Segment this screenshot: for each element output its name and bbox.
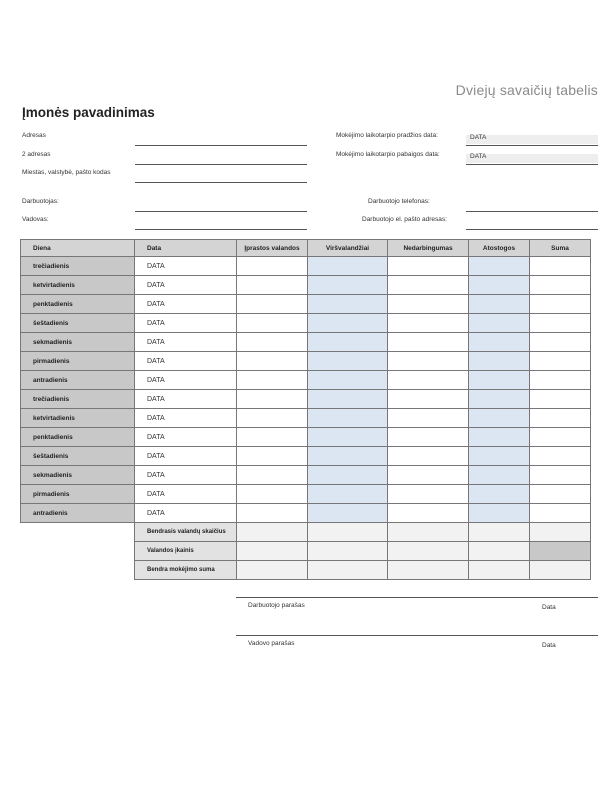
overtime-cell[interactable] [308,428,388,447]
table-row [21,333,591,352]
total-cell[interactable] [530,352,591,371]
date-cell[interactable]: DATA [135,352,237,371]
total-cell[interactable] [530,295,591,314]
overtime-cell[interactable] [308,257,388,276]
employee-email-label: Darbuotojo el. pašto adresas: [362,216,447,223]
day-cell: ketvirtadienis [21,276,135,295]
period-start-field[interactable] [336,132,598,146]
table-row [21,314,591,333]
table-header-row [21,240,591,257]
overtime-cell[interactable] [308,466,388,485]
overtime-cell[interactable] [308,371,388,390]
vacation-cell[interactable] [469,314,530,333]
vacation-cell[interactable] [469,428,530,447]
totals-label: Bendrasis valandų skaičius [135,523,237,542]
total-cell[interactable] [530,257,591,276]
day-cell: sekmadienis [21,466,135,485]
regular-hours-cell[interactable] [237,371,308,390]
totals-label: Valandos įkainis [135,542,237,561]
day-cell: šeštadienis [21,314,135,333]
overtime-cell[interactable] [308,447,388,466]
table-row [21,428,591,447]
vacation-cell[interactable] [469,333,530,352]
totals-value-cell[interactable] [469,542,530,561]
vacation-cell[interactable] [469,295,530,314]
vacation-cell[interactable] [469,447,530,466]
regular-hours-cell[interactable] [237,390,308,409]
totals-value-cell[interactable] [237,561,308,580]
overtime-cell[interactable] [308,390,388,409]
period-start-label: Mokėjimo laikotarpio pradžios data: [336,132,438,139]
employee-email-line [466,229,598,230]
regular-hours-cell[interactable] [237,257,308,276]
hourly-rate-row [21,542,591,561]
day-cell: sekmadienis [21,333,135,352]
sick-leave-cell[interactable] [388,333,469,352]
date-cell[interactable]: DATA [135,409,237,428]
total-cell[interactable] [530,504,591,523]
blank-cell [21,561,135,580]
vacation-cell[interactable] [469,485,530,504]
regular-hours-cell[interactable] [237,314,308,333]
address2-field[interactable] [22,151,307,165]
table-row [21,409,591,428]
manager-field[interactable] [22,216,307,230]
overtime-cell[interactable] [308,352,388,371]
employee-label: Darbuotojas: [22,198,59,205]
total-cell[interactable] [530,409,591,428]
totals-value-cell[interactable] [388,523,469,542]
address-label: Adresas [22,132,46,139]
overtime-cell[interactable] [308,409,388,428]
date-cell[interactable]: DATA [135,390,237,409]
day-cell: šeštadienis [21,447,135,466]
blank-cell [21,542,135,561]
day-cell: antradienis [21,504,135,523]
manager-signature-line[interactable] [236,635,598,656]
totals-value-cell[interactable] [237,523,308,542]
city-label: Miestas, valstybė, pašto kodas [22,169,111,176]
date-cell[interactable]: DATA [135,257,237,276]
totals-value-cell[interactable] [388,542,469,561]
overtime-cell[interactable] [308,333,388,352]
employee-field[interactable] [22,198,307,212]
total-cell[interactable] [530,333,591,352]
total-cell[interactable] [530,276,591,295]
period-start-value: DATA [470,134,487,141]
day-cell: penktadienis [21,428,135,447]
sick-leave-cell[interactable] [388,390,469,409]
day-cell: trečiadienis [21,257,135,276]
address2-label: 2 adresas [22,151,51,158]
table-row [21,352,591,371]
address2-line [135,164,307,165]
totals-value-cell[interactable] [530,542,591,561]
timesheet-table [20,239,591,580]
sick-leave-cell[interactable] [388,504,469,523]
header-sick-leave: Nedarbingumas [388,240,469,257]
period-end-field[interactable] [336,151,598,165]
period-start-line [466,145,598,146]
period-end-value: DATA [470,153,487,160]
city-field[interactable] [22,169,307,183]
overtime-cell[interactable] [308,314,388,333]
date-cell[interactable]: DATA [135,466,237,485]
vacation-cell[interactable] [469,504,530,523]
vacation-cell[interactable] [469,466,530,485]
total-cell[interactable] [530,485,591,504]
table-row [21,295,591,314]
regular-hours-cell[interactable] [237,447,308,466]
header-total: Suma [530,240,591,257]
sick-leave-cell[interactable] [388,314,469,333]
sick-leave-cell[interactable] [388,371,469,390]
header-vacation: Atostogos [469,240,530,257]
table-row [21,257,591,276]
day-cell: penktadienis [21,295,135,314]
date-cell[interactable]: DATA [135,371,237,390]
regular-hours-cell[interactable] [237,295,308,314]
employee-phone-field[interactable] [368,198,598,212]
regular-hours-cell[interactable] [237,409,308,428]
sick-leave-cell[interactable] [388,257,469,276]
day-cell: ketvirtadienis [21,409,135,428]
manager-signature-label: Vadovo parašas [248,640,295,647]
manager-signature-date-label: Data [542,642,556,649]
header-day: Diena [21,240,135,257]
city-line [135,182,307,183]
date-cell[interactable]: DATA [135,333,237,352]
date-cell[interactable]: DATA [135,504,237,523]
overtime-cell[interactable] [308,504,388,523]
regular-hours-cell[interactable] [237,466,308,485]
date-cell[interactable]: DATA [135,428,237,447]
overtime-cell[interactable] [308,295,388,314]
header-date: Data [135,240,237,257]
overtime-cell[interactable] [308,485,388,504]
employee-email-field[interactable] [362,216,598,230]
date-cell[interactable]: DATA [135,314,237,333]
regular-hours-cell[interactable] [237,504,308,523]
totals-label: Bendra mokėjimo suma [135,561,237,580]
regular-hours-cell[interactable] [237,352,308,371]
vacation-cell[interactable] [469,371,530,390]
table-row [21,371,591,390]
totals-value-cell[interactable] [308,561,388,580]
employee-phone-line [466,211,598,212]
totals-value-cell[interactable] [388,561,469,580]
table-row [21,390,591,409]
vacation-cell[interactable] [469,352,530,371]
totals-value-cell[interactable] [308,542,388,561]
date-cell[interactable]: DATA [135,447,237,466]
header-overtime: Viršvalandžiai [308,240,388,257]
blank-cell [21,523,135,542]
totals-value-cell[interactable] [530,561,591,580]
vacation-cell[interactable] [469,409,530,428]
total-hours-row [21,523,591,542]
total-cell[interactable] [530,390,591,409]
manager-line [135,229,307,230]
employee-signature-line[interactable] [236,597,598,618]
vacation-cell[interactable] [469,276,530,295]
table-row [21,276,591,295]
day-cell: antradienis [21,371,135,390]
totals-value-cell[interactable] [530,523,591,542]
day-cell: pirmadienis [21,485,135,504]
period-end-label: Mokėjimo laikotarpio pabaigos data: [336,151,440,158]
table-row [21,447,591,466]
sick-leave-cell[interactable] [388,485,469,504]
totals-value-cell[interactable] [469,561,530,580]
regular-hours-cell[interactable] [237,333,308,352]
table-row [21,485,591,504]
period-end-line [466,164,598,165]
table-row [21,466,591,485]
date-cell[interactable]: DATA [135,485,237,504]
totals-value-cell[interactable] [469,523,530,542]
manager-label: Vadovas: [22,216,49,223]
company-name: Įmonės pavadinimas [22,105,155,120]
totals-value-cell[interactable] [308,523,388,542]
employee-signature-date-label: Data [542,604,556,611]
address-field[interactable] [22,132,307,146]
header-regular-hours: Įprastos valandos [237,240,308,257]
total-cell[interactable] [530,466,591,485]
regular-hours-cell[interactable] [237,276,308,295]
sick-leave-cell[interactable] [388,276,469,295]
total-pay-row [21,561,591,580]
vacation-cell[interactable] [469,390,530,409]
employee-signature-label: Darbuotojo parašas [248,602,305,609]
table-row [21,504,591,523]
sick-leave-cell[interactable] [388,409,469,428]
total-cell[interactable] [530,428,591,447]
sick-leave-cell[interactable] [388,466,469,485]
vacation-cell[interactable] [469,257,530,276]
total-cell[interactable] [530,447,591,466]
sick-leave-cell[interactable] [388,352,469,371]
sick-leave-cell[interactable] [388,428,469,447]
date-cell[interactable]: DATA [135,295,237,314]
employee-phone-label: Darbuotojo telefonas: [368,198,430,205]
total-cell[interactable] [530,371,591,390]
total-cell[interactable] [530,314,591,333]
address-line [135,145,307,146]
sick-leave-cell[interactable] [388,447,469,466]
regular-hours-cell[interactable] [237,485,308,504]
totals-value-cell[interactable] [237,542,308,561]
document-title: Dviejų savaičių tabelis [455,82,598,98]
date-cell[interactable]: DATA [135,276,237,295]
sick-leave-cell[interactable] [388,295,469,314]
day-cell: pirmadienis [21,352,135,371]
day-cell: trečiadienis [21,390,135,409]
employee-line [135,211,307,212]
regular-hours-cell[interactable] [237,428,308,447]
overtime-cell[interactable] [308,276,388,295]
